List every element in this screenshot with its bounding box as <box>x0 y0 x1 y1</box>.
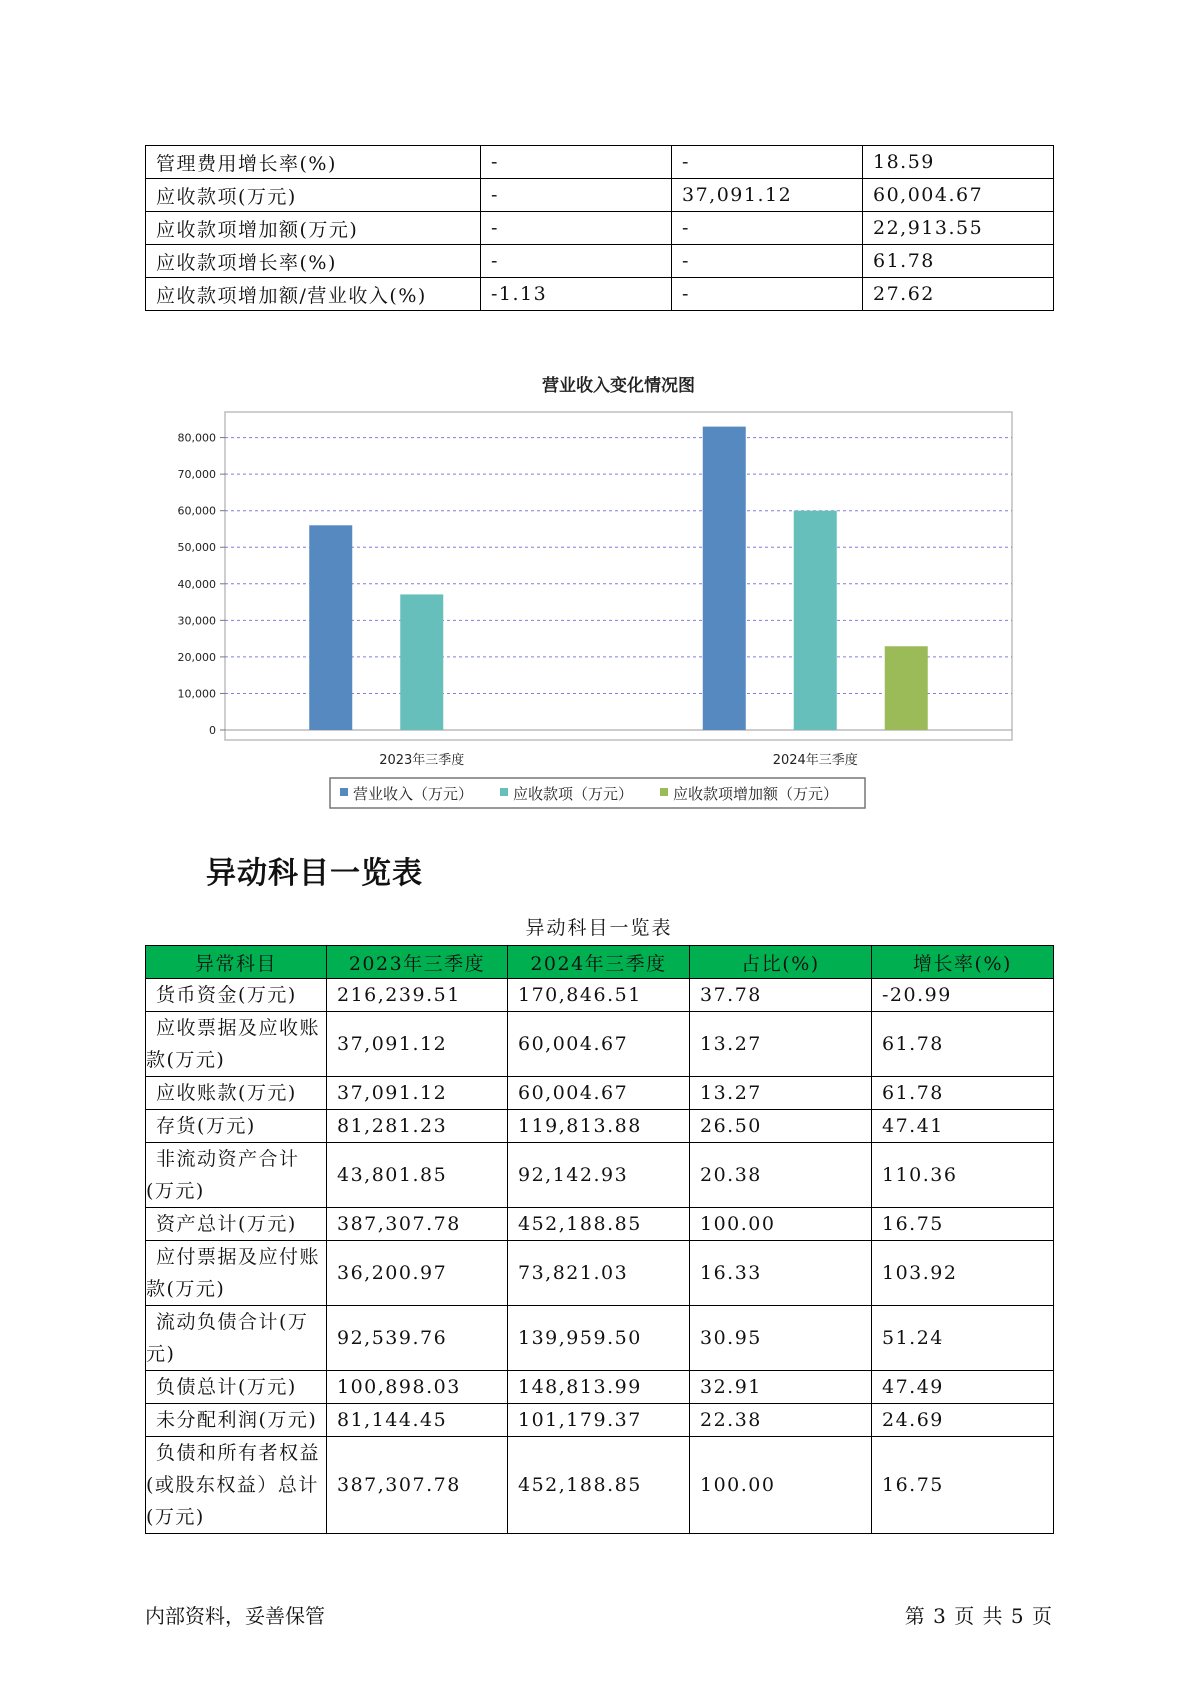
metric-name-cell: 应收款项(万元) <box>146 179 481 212</box>
value-cell: 101,179.37 <box>508 1404 690 1437</box>
table-row <box>146 179 1054 212</box>
metric-name-cell: 应收款项增加额/营业收入(%) <box>146 278 481 311</box>
metric-value-cell: - <box>672 245 863 278</box>
value-cell: 16.33 <box>690 1241 872 1306</box>
value-cell: 92,539.76 <box>327 1306 508 1371</box>
value-cell: 43,801.85 <box>327 1143 508 1208</box>
value-cell: 37,091.12 <box>327 1077 508 1110</box>
value-cell: 16.75 <box>872 1208 1054 1241</box>
bar-3-2024年三季度 <box>885 646 928 730</box>
y-tick-label: 10,000 <box>177 687 216 701</box>
value-cell: 47.41 <box>872 1110 1054 1143</box>
metric-name-cell: 应收款项增加额(万元) <box>146 212 481 245</box>
subject-cell: 应收账款(万元) <box>146 1077 327 1110</box>
value-cell: 37,091.12 <box>327 1012 508 1077</box>
value-cell: 81,281.23 <box>327 1110 508 1143</box>
bar-2-2024年三季度 <box>794 511 837 730</box>
metric-value-cell: 27.62 <box>863 278 1054 311</box>
y-tick-label: 40,000 <box>177 577 216 591</box>
y-tick-label: 20,000 <box>177 650 216 664</box>
value-cell: 51.24 <box>872 1306 1054 1371</box>
section-title: 异动科目一览表 <box>206 856 423 891</box>
table-row <box>146 1241 1054 1306</box>
value-cell: 100,898.03 <box>327 1371 508 1404</box>
table-row <box>146 1437 1054 1534</box>
column-header: 2023年三季度 <box>327 946 508 979</box>
value-cell: 100.00 <box>690 1437 872 1534</box>
footer-note: 内部资料，妥善保管 <box>145 1604 325 1628</box>
subject-cell: 货币资金(万元) <box>146 979 327 1012</box>
anomaly-table <box>145 945 1054 1534</box>
value-cell: 216,239.51 <box>327 979 508 1012</box>
metric-value-cell: - <box>672 278 863 311</box>
subject-cell: 应付票据及应付账款(万元) <box>146 1241 327 1306</box>
metric-value-cell: - <box>481 146 672 179</box>
metric-value-cell: 37,091.12 <box>672 179 863 212</box>
value-cell: 387,307.78 <box>327 1208 508 1241</box>
legend-label: 应收款项增加额（万元） <box>673 785 839 803</box>
table-caption: 异动科目一览表 <box>525 917 673 939</box>
y-tick-label: 70,000 <box>177 468 216 482</box>
value-cell: 100.00 <box>690 1208 872 1241</box>
bar-1-2024年三季度 <box>703 427 746 730</box>
value-cell: 22.38 <box>690 1404 872 1437</box>
metric-value-cell: 60,004.67 <box>863 179 1054 212</box>
metric-value-cell: -1.13 <box>481 278 672 311</box>
value-cell: 60,004.67 <box>508 1077 690 1110</box>
x-tick-label: 2023年三季度 <box>379 753 465 768</box>
column-header: 占比(%) <box>690 946 872 979</box>
table-row <box>146 278 1054 311</box>
metric-value-cell: - <box>481 179 672 212</box>
value-cell: 61.78 <box>872 1077 1054 1110</box>
legend-label: 应收款项（万元） <box>513 785 634 803</box>
metric-value-cell: - <box>481 212 672 245</box>
value-cell: 452,188.85 <box>508 1208 690 1241</box>
table-row <box>146 1077 1054 1110</box>
value-cell: -20.99 <box>872 979 1054 1012</box>
value-cell: 37.78 <box>690 979 872 1012</box>
chart-title: 营业收入变化情况图 <box>542 376 695 396</box>
value-cell: 47.49 <box>872 1371 1054 1404</box>
table-row <box>146 1143 1054 1208</box>
bar-2-2023年三季度 <box>400 594 443 730</box>
metric-name-cell: 管理费用增长率(%) <box>146 146 481 179</box>
value-cell: 36,200.97 <box>327 1241 508 1306</box>
value-cell: 60,004.67 <box>508 1012 690 1077</box>
column-header: 异常科目 <box>146 946 327 979</box>
x-tick-label: 2024年三季度 <box>772 753 858 768</box>
value-cell: 26.50 <box>690 1110 872 1143</box>
subject-cell: 应收票据及应收账款(万元) <box>146 1012 327 1077</box>
metric-value-cell: 22,913.55 <box>863 212 1054 245</box>
value-cell: 16.75 <box>872 1437 1054 1534</box>
legend-swatch <box>500 788 508 796</box>
value-cell: 13.27 <box>690 1012 872 1077</box>
column-header: 增长率(%) <box>872 946 1054 979</box>
value-cell: 170,846.51 <box>508 979 690 1012</box>
value-cell: 30.95 <box>690 1306 872 1371</box>
column-header: 2024年三季度 <box>508 946 690 979</box>
value-cell: 103.92 <box>872 1241 1054 1306</box>
metric-value-cell: 61.78 <box>863 245 1054 278</box>
legend-label: 营业收入（万元） <box>353 785 474 803</box>
y-tick-label: 50,000 <box>177 541 216 555</box>
table-row <box>146 1404 1054 1437</box>
revenue-chart <box>150 360 1040 820</box>
value-cell: 148,813.99 <box>508 1371 690 1404</box>
value-cell: 32.91 <box>690 1371 872 1404</box>
subject-cell: 流动负债合计(万元) <box>146 1306 327 1371</box>
metric-name-cell: 应收款项增长率(%) <box>146 245 481 278</box>
metric-value-cell: - <box>672 212 863 245</box>
table-row <box>146 245 1054 278</box>
table-row <box>146 979 1054 1012</box>
subject-cell: 存货(万元) <box>146 1110 327 1143</box>
page-number: 第 3 页 共 5 页 <box>904 1604 1053 1628</box>
value-cell: 119,813.88 <box>508 1110 690 1143</box>
value-cell: 61.78 <box>872 1012 1054 1077</box>
table-row <box>146 1306 1054 1371</box>
y-tick-label: 0 <box>209 724 216 737</box>
metric-value-cell: 18.59 <box>863 146 1054 179</box>
legend-swatch <box>340 788 348 796</box>
subject-cell: 未分配利润(万元) <box>146 1404 327 1437</box>
y-tick-label: 30,000 <box>177 614 216 628</box>
value-cell: 73,821.03 <box>508 1241 690 1306</box>
value-cell: 110.36 <box>872 1143 1054 1208</box>
value-cell: 139,959.50 <box>508 1306 690 1371</box>
value-cell: 13.27 <box>690 1077 872 1110</box>
y-tick-label: 80,000 <box>177 431 216 445</box>
table-row <box>146 146 1054 179</box>
y-tick-label: 60,000 <box>177 504 216 518</box>
value-cell: 452,188.85 <box>508 1437 690 1534</box>
bar-1-2023年三季度 <box>309 525 352 730</box>
top-metrics-table <box>145 145 1054 311</box>
legend-swatch <box>660 788 668 796</box>
value-cell: 24.69 <box>872 1404 1054 1437</box>
table-row <box>146 1012 1054 1077</box>
subject-cell: 负债总计(万元) <box>146 1371 327 1404</box>
table-row <box>146 1208 1054 1241</box>
subject-cell: 负债和所有者权益(或股东权益）总计(万元) <box>146 1437 327 1534</box>
metric-value-cell: - <box>481 245 672 278</box>
subject-cell: 非流动资产合计(万元) <box>146 1143 327 1208</box>
metric-value-cell: - <box>672 146 863 179</box>
value-cell: 92,142.93 <box>508 1143 690 1208</box>
table-row <box>146 212 1054 245</box>
subject-cell: 资产总计(万元) <box>146 1208 327 1241</box>
table-row <box>146 1371 1054 1404</box>
value-cell: 387,307.78 <box>327 1437 508 1534</box>
value-cell: 81,144.45 <box>327 1404 508 1437</box>
value-cell: 20.38 <box>690 1143 872 1208</box>
table-row <box>146 1110 1054 1143</box>
